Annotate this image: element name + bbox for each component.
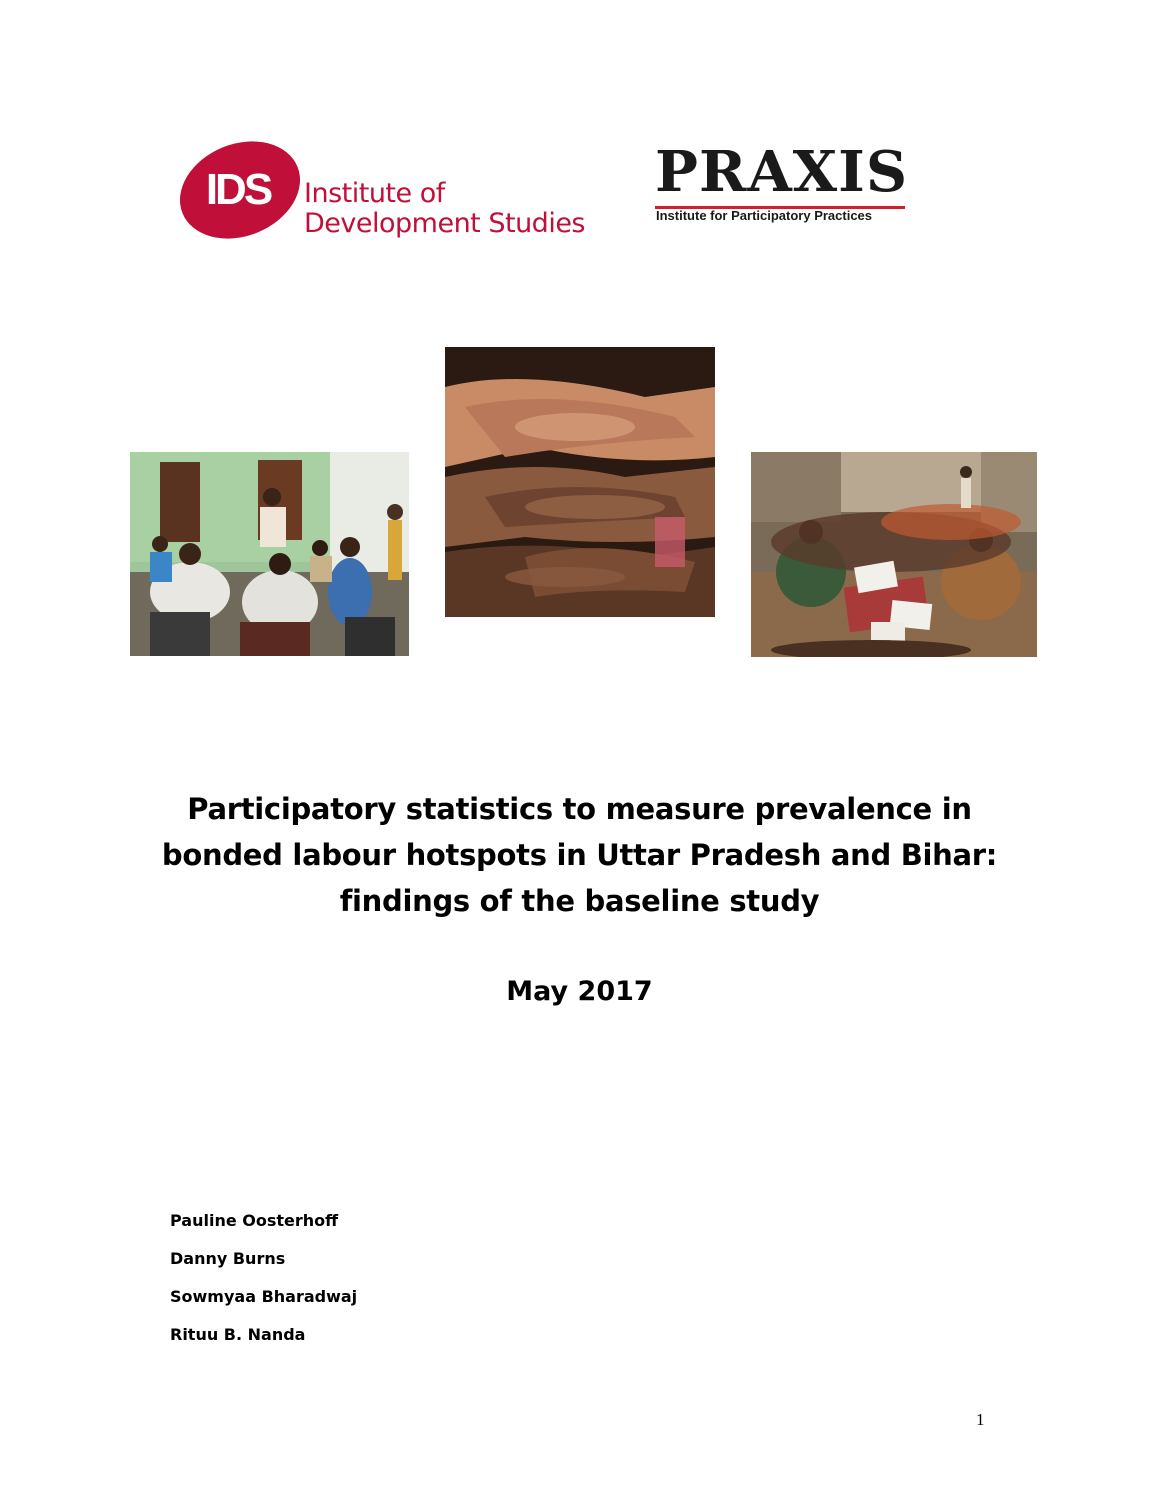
stacked-hands-photo <box>445 347 715 617</box>
document-title <box>80 786 1079 924</box>
title-line-2: bonded labour hotspots in Uttar Pradesh and Bihar: <box>161 838 998 872</box>
ids-mark-text: IDS <box>205 165 271 214</box>
group-meeting-chairs-photo <box>130 452 409 656</box>
publication-date: May 2017 <box>506 976 653 1007</box>
praxis-logo <box>655 139 910 225</box>
ids-name-line1: Institute of <box>304 178 445 209</box>
page-number: 1 <box>976 1410 985 1429</box>
praxis-wordmark: PRAXIS <box>655 139 909 205</box>
ids-logo <box>176 138 586 248</box>
ids-name-line2: Development Studies <box>304 208 586 239</box>
author-list <box>170 1210 357 1362</box>
title-line-1: Participatory statistics to measure prevalence in <box>187 792 972 826</box>
ids-oval-logo-mark <box>176 138 306 242</box>
author-name: Rituu B. Nanda <box>170 1325 306 1344</box>
author-name: Pauline Oosterhoff <box>170 1211 339 1230</box>
praxis-subtitle: Institute for Participatory Practices <box>656 208 873 223</box>
title-line-3: findings of the baseline study <box>339 884 820 918</box>
author-name: Sowmyaa Bharadwaj <box>170 1287 358 1306</box>
village-participatory-exercise-photo <box>751 452 1037 657</box>
author-name: Danny Burns <box>170 1249 286 1268</box>
